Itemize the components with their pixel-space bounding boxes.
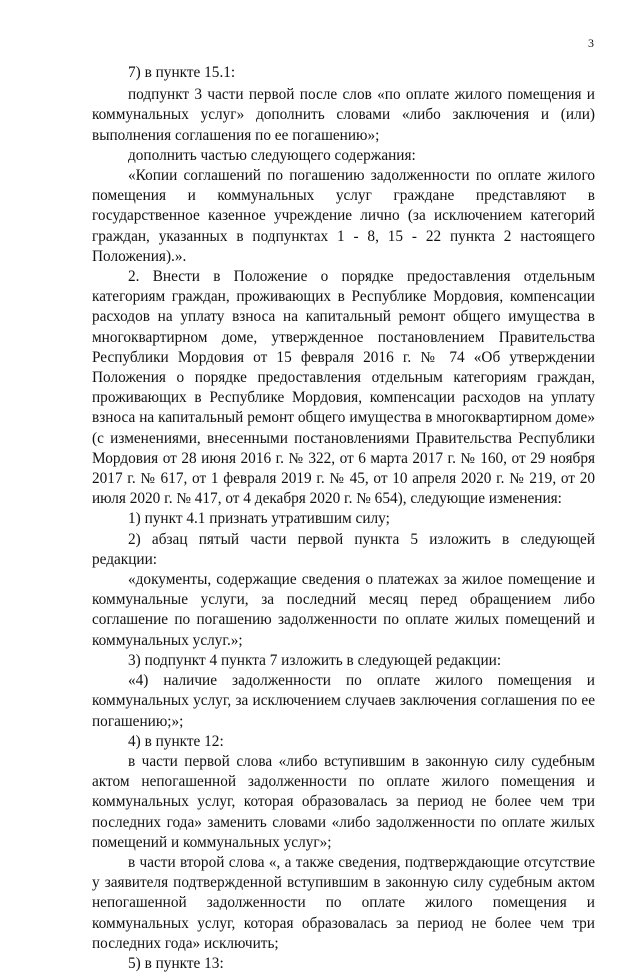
- paragraph-subitem-3-amendment: подпункт 3 части первой после слов «по оплате жилого помещения и коммунальных услуг» дополнить словами «либо заключения и (или) выполнения соглашения по ее погашению»;: [92, 86, 595, 144]
- paragraph-part-one-change: в части первой слова «либо вступившим в законную силу судебным актом непогашенной задолженности по оплате жилого помещения и коммунальных услуг, которая образовалась за период не более чем три последних года» заменить словами «либо задолженности по оплате жилых помещений и коммунальных услуг»;: [92, 752, 595, 851]
- paragraph-section-2-amendments: 2. Внести в Положение о порядке предоставления отдельным категориям граждан, проживающих в Республике Мордовия, компенсации расходов на уплату взноса на капитальный ремонт общего имущества в многоквартирном доме, утвержденное постановлением Правительства Республики Мордовия от 15 февраля 2016 г. № 74 «Об утверждении Положения о порядке предоставления отдельным категориям граждан, проживающих в Республике Мордовия, компенсации расходов на уплату взноса на капитальный ремонт общего имущества в многоквартирном доме» (с изменениями, внесенными постановлениями Правительства Республики Мордовия от 28 июня 2016 г. № 322, от 6 марта 2017 г. № 160, от 29 ноября 2017 г. № 617, от 1 февраля 2019 г. № 45, от 10 апреля 2020 г. № 219, от 20 июля 2020 г. № 417, от 4 декабря 2020 г. № 654), следующие изменения:: [92, 268, 595, 508]
- paragraph-item-7-heading: 7) в пункте 15.1:: [128, 64, 236, 81]
- paragraph-item-4: 4) в пункте 12:: [128, 732, 224, 750]
- paragraph-quote-documents: «документы, содержащие сведения о платежах за жилое помещение и коммунальные услуги, за последний месяц перед обращением либо соглашение по погашению задолженности по оплате жилых помещений и коммунальных услуг.»;: [92, 571, 595, 649]
- paragraph-item-2: 2) абзац пятый части первой пункта 5 изложить в следующей редакции:: [92, 530, 595, 568]
- paragraph-item-1: 1) пункт 4.1 признать утратившим силу;: [128, 510, 390, 528]
- paragraph-item-3: 3) подпункт 4 пункта 7 изложить в следующей редакции:: [128, 651, 502, 669]
- paragraph-part-two-change: в части второй слова «, а также сведения, подтверждающие отсутствие у заявителя подтвержденной вступившим в законную силу судебным актом непогашенной задолженности по оплате жилого помещения и коммунальных услуг, которая образовалась за период не более чем три последних года» исключить;: [92, 853, 595, 952]
- document-body: [92, 63, 595, 974]
- paragraph-item-5: 5) в пункте 13:: [128, 954, 224, 972]
- paragraph-add-part: дополнить частью следующего содержания:: [128, 146, 416, 164]
- page-number: 3: [588, 36, 594, 50]
- paragraph-quote-item-4: «4) наличие задолженности по оплате жилого помещения и коммунальных услуг, за исключением случаев заключения соглашения по ее погашению;»;: [92, 672, 595, 730]
- paragraph-quote-copies-agreements: «Копии соглашений по погашению задолженности по оплате жилого помещения и коммунальных услуг граждане представляют в государственное казенное учреждение лично (за исключением категорий граждан, указанных в подпунктах 1 - 8, 15 - 22 пункта 2 настоящего Положения).».: [92, 167, 595, 265]
